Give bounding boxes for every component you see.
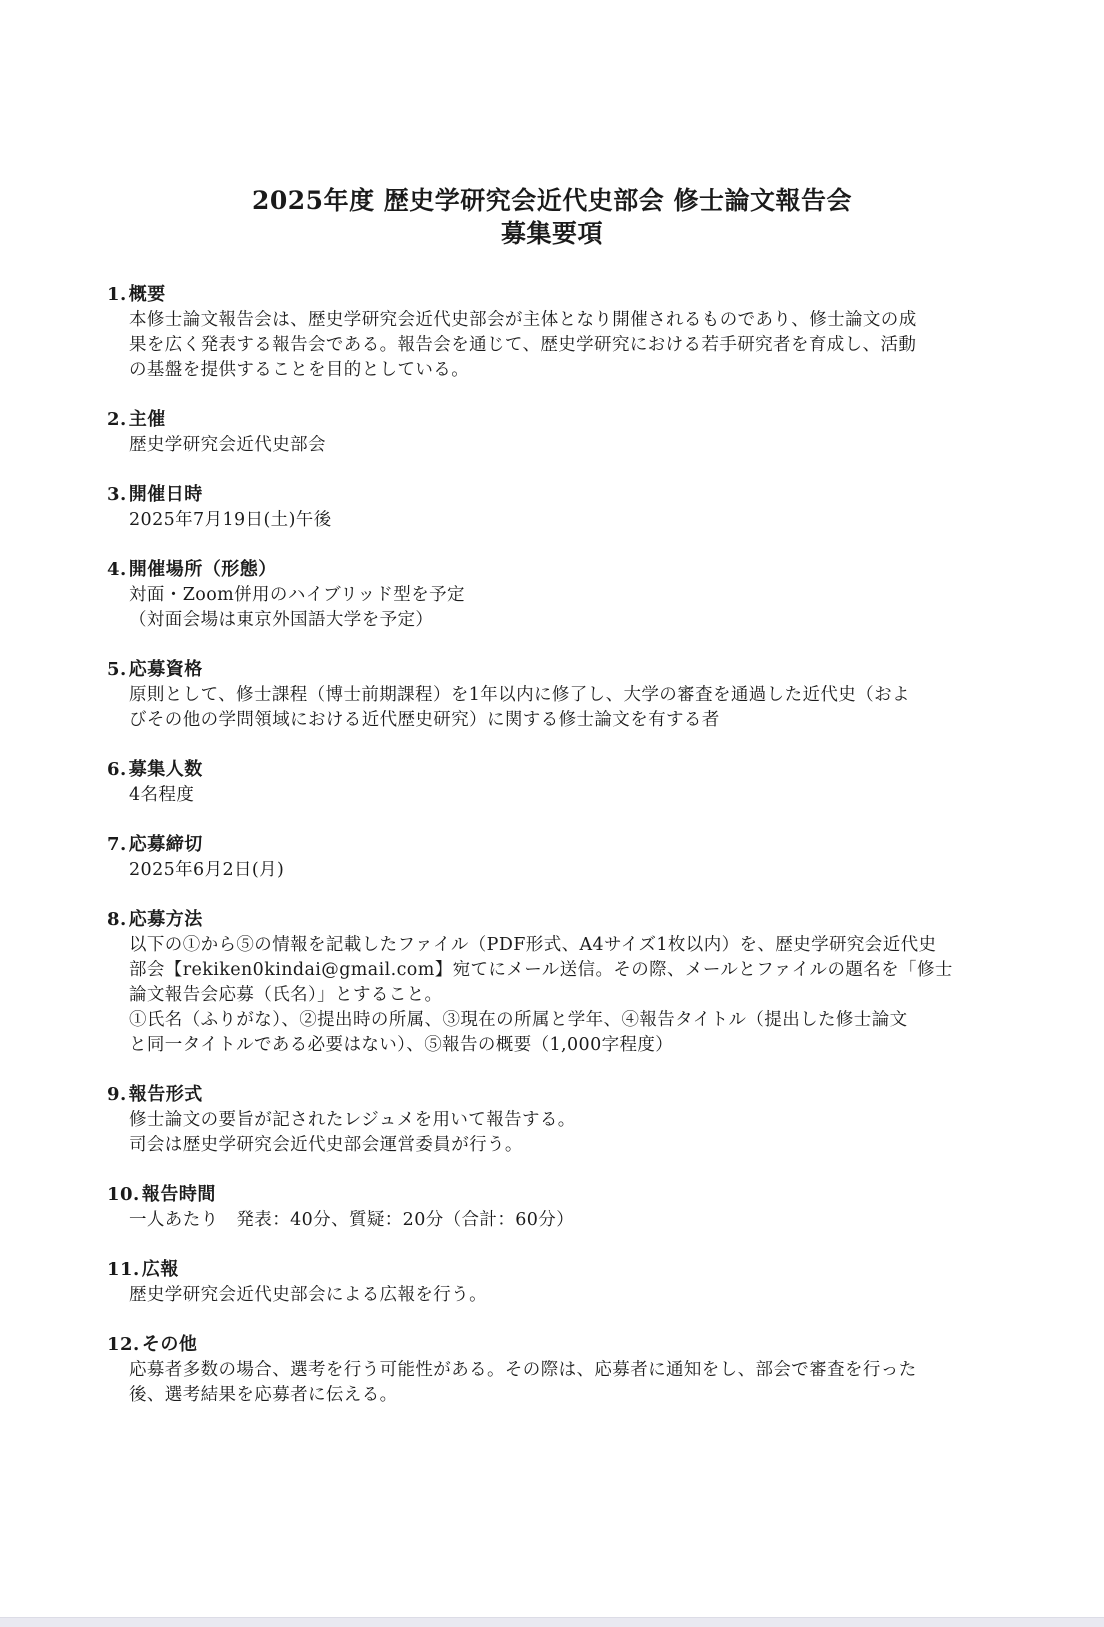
section-number: 4. <box>107 559 127 580</box>
section-duration <box>107 1182 997 1233</box>
body-line: 2025年6月2日(月) <box>129 860 285 880</box>
body-line: 後、選考結果を応募者に伝える。 <box>129 1385 398 1405</box>
body-line: 論文報告会応募（氏名）」とすること。 <box>129 985 443 1005</box>
body-line: 以下の①から⑤の情報を記載したファイル（PDF形式、A4サイズ1枚以内）を、歴史学研究会近代史 <box>129 935 937 955</box>
section-title: 募集人数 <box>128 759 203 780</box>
section-heading <box>107 482 997 508</box>
section-title: 報告形式 <box>128 1084 203 1105</box>
section-heading <box>107 1332 997 1358</box>
section-body <box>129 783 997 808</box>
body-line: 果を広く発表する報告会である。報告会を通じて、歴史学研究における若手研究者を育成し、活動 <box>129 335 917 355</box>
body-line: 2025年7月19日(土)午後 <box>129 510 332 530</box>
section-body <box>129 308 997 383</box>
section-body <box>129 1283 997 1308</box>
section-heading <box>107 832 997 858</box>
section-title: 概要 <box>128 284 166 305</box>
section-number: 6. <box>107 759 127 780</box>
section-body <box>129 508 997 533</box>
section-heading <box>107 282 997 308</box>
body-line: びその他の学問領域における近代歴史研究）に関する修士論文を有する者 <box>129 710 720 730</box>
section-application-method <box>107 907 997 1058</box>
body-line: と同一タイトルである必要はない）、⑤報告の概要（1,000字程度） <box>129 1035 674 1055</box>
section-heading <box>107 907 997 933</box>
section-body <box>129 433 997 458</box>
section-heading <box>107 757 997 783</box>
section-number: 2. <box>107 409 127 430</box>
section-number: 10. <box>107 1184 140 1205</box>
section-organizer <box>107 407 997 458</box>
section-title: 応募方法 <box>128 909 203 930</box>
section-title: 報告時間 <box>141 1184 216 1205</box>
section-heading <box>107 557 997 583</box>
section-body <box>129 933 997 1058</box>
section-body <box>129 1108 997 1158</box>
body-line: 一人あたり 発表：40分、質疑：20分（合計：60分） <box>129 1210 575 1230</box>
section-heading <box>107 407 997 433</box>
body-line: 歴史学研究会近代史部会による広報を行う。 <box>129 1285 487 1305</box>
document-title <box>0 184 1104 250</box>
section-number: 3. <box>107 484 127 505</box>
section-title: 開催場所（形態） <box>128 559 277 580</box>
section-deadline <box>107 832 997 883</box>
section-number: 7. <box>107 834 127 855</box>
body-line: 部会【rekiken0kindai@gmail.com】宛てにメール送信。その際、メールとファイルの題名を「修士 <box>129 960 953 980</box>
body-line: 4名程度 <box>129 785 195 805</box>
body-line: 修士論文の要旨が記されたレジュメを用いて報告する。 <box>129 1110 576 1130</box>
section-other <box>107 1332 997 1408</box>
section-title: その他 <box>141 1334 198 1355</box>
document-content <box>107 282 997 1432</box>
section-title: 広報 <box>141 1259 179 1280</box>
section-title: 応募締切 <box>128 834 203 855</box>
section-format <box>107 1082 997 1158</box>
body-line: 原則として、修士課程（博士前期課程）を1年以内に修了し、大学の審査を通過した近代史（およ <box>129 685 910 705</box>
section-title: 開催日時 <box>128 484 203 505</box>
body-line: 本修士論文報告会は、歴史学研究会近代史部会が主体となり開催されるものであり、修士論文の成 <box>129 310 917 330</box>
body-line: 応募者多数の場合、選考を行う可能性がある。その際は、応募者に通知をし、部会で審査を行った <box>129 1360 917 1380</box>
section-number: 1. <box>107 284 127 305</box>
title-line-2: 募集要項 <box>500 219 603 248</box>
section-number: 9. <box>107 1084 127 1105</box>
section-number: 11. <box>107 1259 140 1280</box>
body-line: 歴史学研究会近代史部会 <box>129 435 326 455</box>
section-capacity <box>107 757 997 808</box>
section-number: 12. <box>107 1334 140 1355</box>
section-heading <box>107 1182 997 1208</box>
body-line: の基盤を提供することを目的としている。 <box>129 360 470 380</box>
section-publicity <box>107 1257 997 1308</box>
section-body <box>129 1358 997 1408</box>
section-heading <box>107 1082 997 1108</box>
section-heading <box>107 657 997 683</box>
section-title: 主催 <box>128 409 166 430</box>
section-heading <box>107 1257 997 1283</box>
section-date <box>107 482 997 533</box>
section-body <box>129 1208 997 1233</box>
section-number: 5. <box>107 659 127 680</box>
body-line: 司会は歴史学研究会近代史部会運営委員が行う。 <box>129 1135 523 1155</box>
section-venue <box>107 557 997 633</box>
section-eligibility <box>107 657 997 733</box>
section-body <box>129 583 997 633</box>
viewer-bottom-edge <box>0 1617 1104 1627</box>
body-line: 対面・Zoom併用のハイブリッド型を予定 <box>129 585 465 605</box>
section-body <box>129 858 997 883</box>
section-overview <box>107 282 997 383</box>
section-body <box>129 683 997 733</box>
body-line: ①氏名（ふりがな）、②提出時の所属、③現在の所属と学年、④報告タイトル（提出した修士論文 <box>129 1010 908 1030</box>
body-line: （対面会場は東京外国語大学を予定） <box>129 610 434 630</box>
section-number: 8. <box>107 909 127 930</box>
title-line-1: 2025年度 歴史学研究会近代史部会 修士論文報告会 <box>252 186 852 215</box>
section-title: 応募資格 <box>128 659 203 680</box>
